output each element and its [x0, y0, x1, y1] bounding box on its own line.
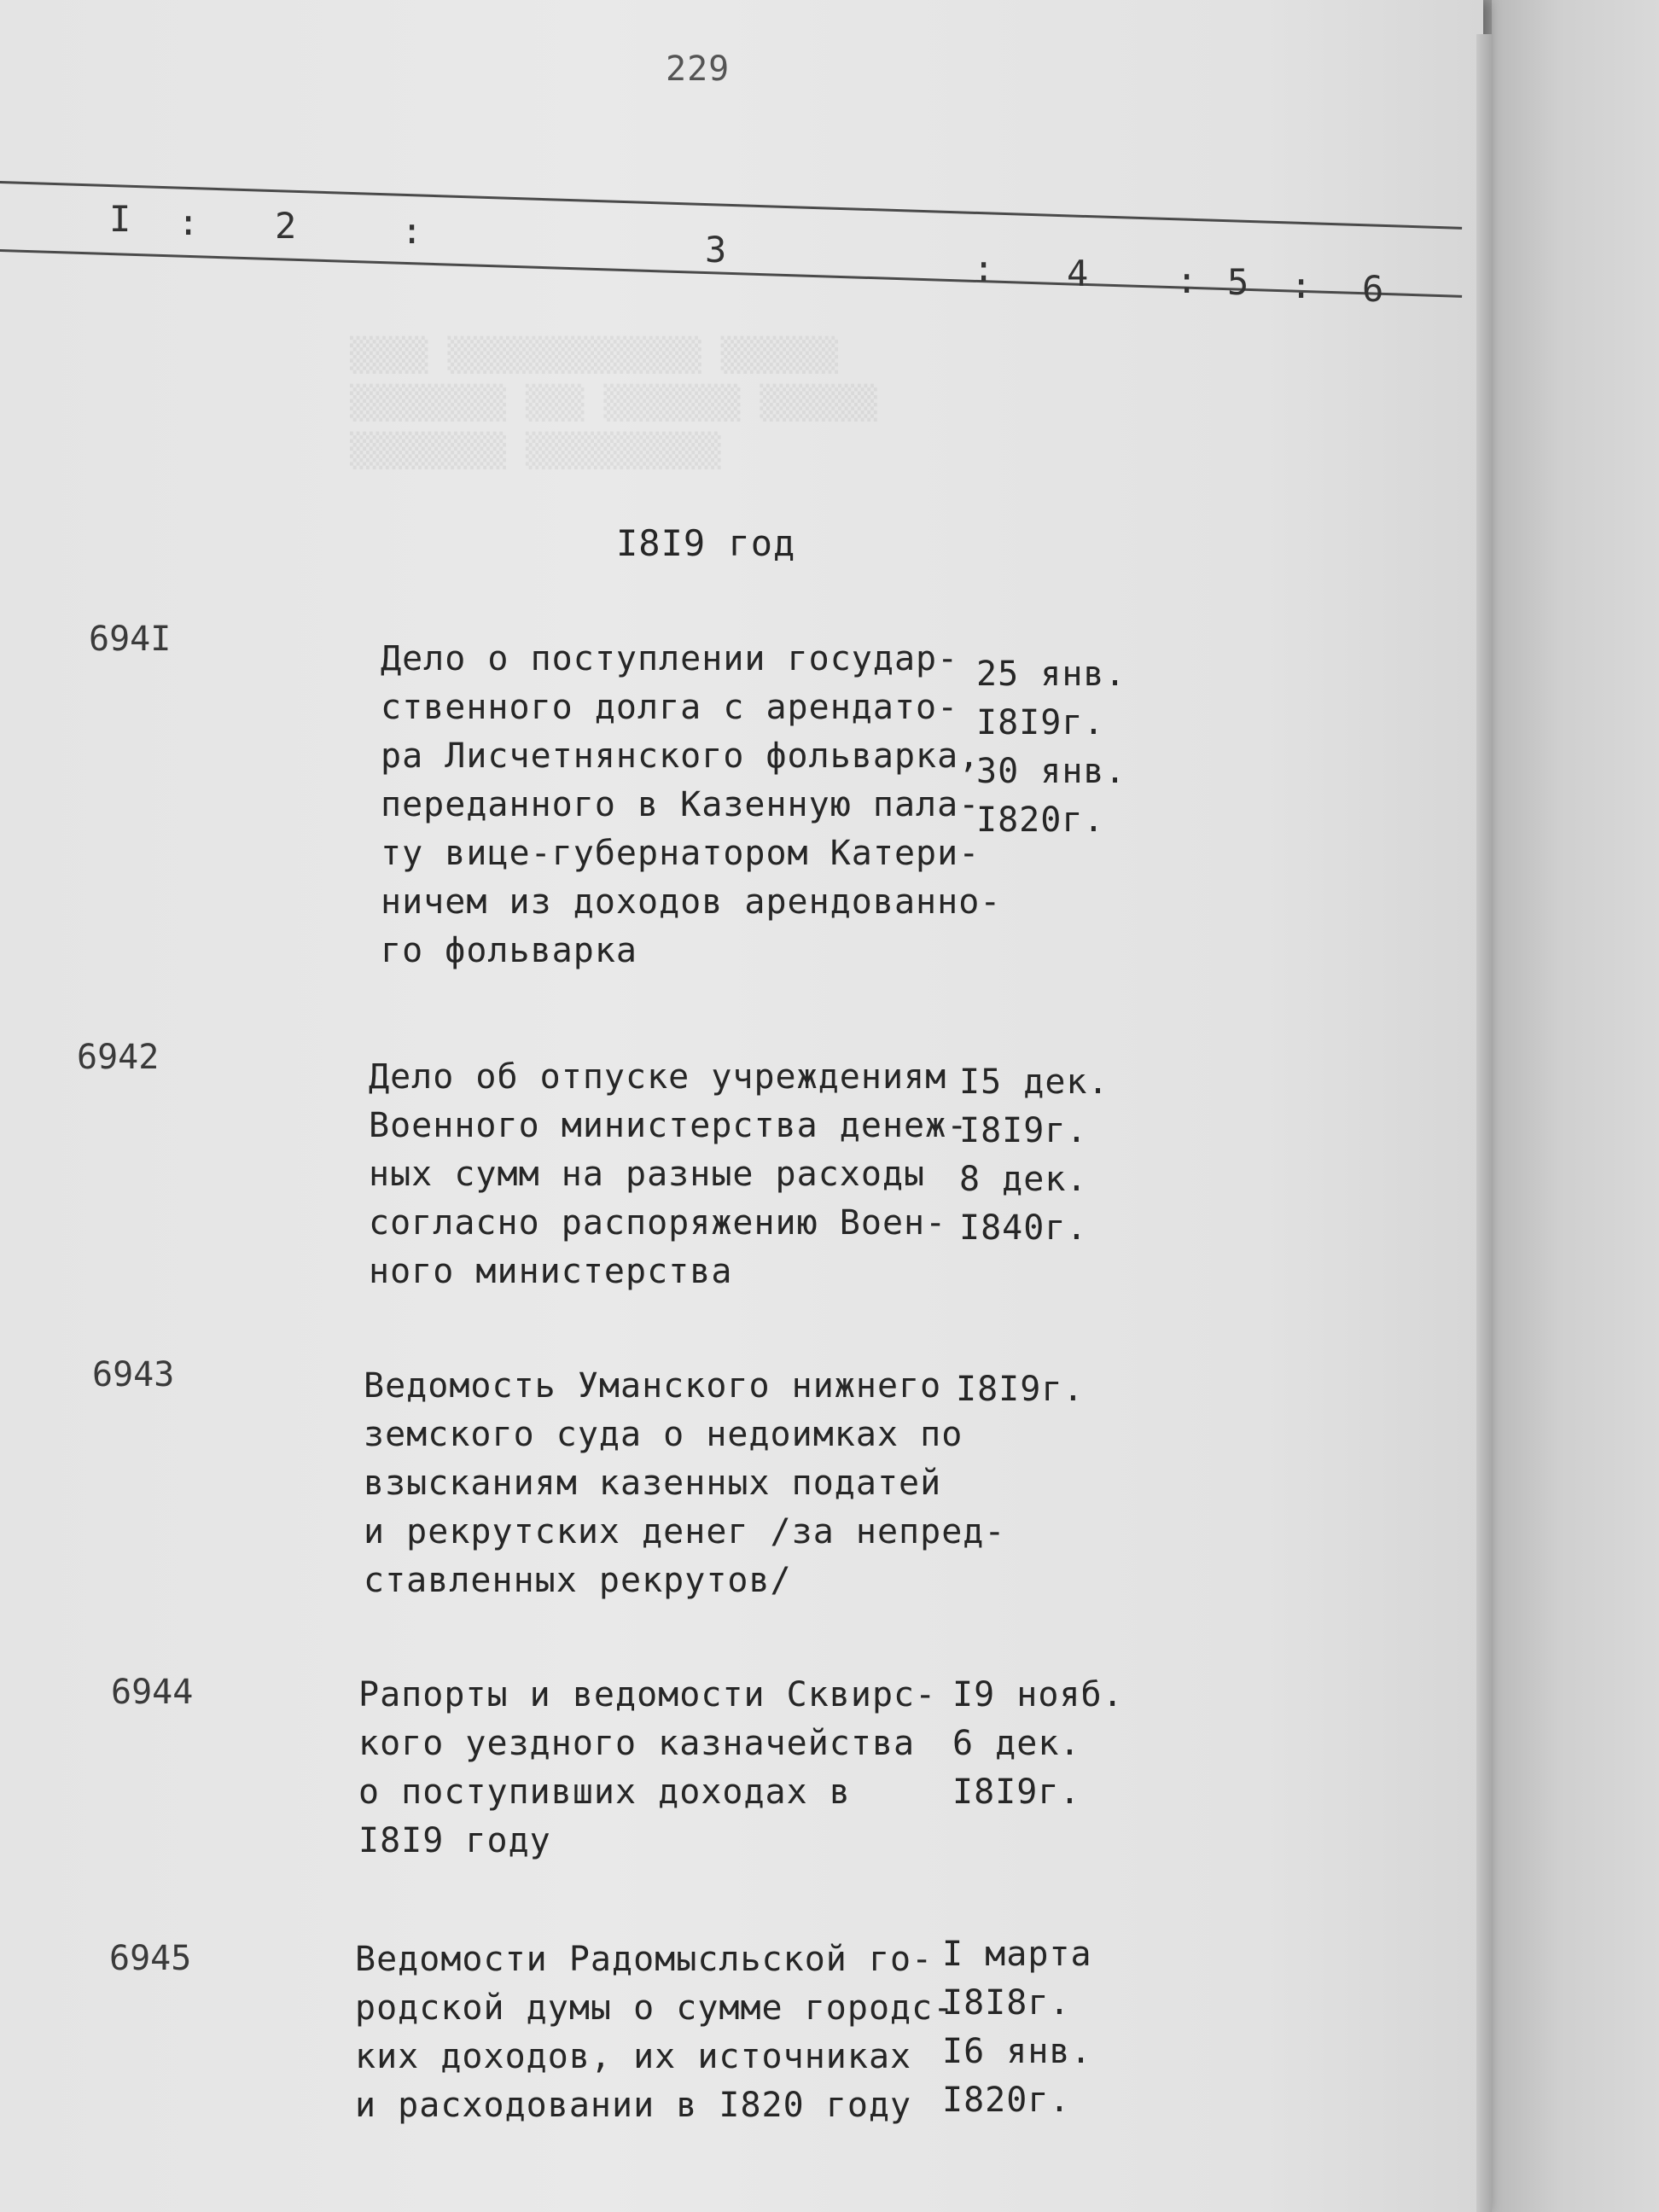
- column-header-2: 2: [275, 205, 298, 247]
- entry-number: 694I: [89, 620, 172, 659]
- page-edge: [1476, 34, 1492, 2212]
- column-separator: :: [1290, 265, 1313, 306]
- column-header-3: 3: [705, 229, 728, 271]
- entry-number: 6945: [109, 1939, 192, 1978]
- entry-dates: I9 нояб. 6 дек. I8I9г.: [952, 1675, 1124, 1812]
- entry-number: 6942: [77, 1038, 160, 1077]
- page-number: 229: [666, 49, 731, 89]
- entry-description: Дело о поступлении государ- ственного долга с арендато- ра Лисчетнянского фольварка, переданного в Казенную пала- ту вице-губернатором Катери- ничем из доходов арендованно- го фольварка: [381, 639, 1002, 970]
- entry-description: Дело об отпуске учреждениям Военного министерства денеж- ных сумм на разные расходы согласно распоряжению Воен- ного министерства: [369, 1057, 969, 1291]
- entry-description: Ведомости Радомысльской го- родской думы о сумме городс- ких доходов, их источниках и расходовании в I820 году: [355, 1940, 955, 2125]
- background-surface: [1492, 0, 1659, 2212]
- column-separator: :: [178, 201, 201, 243]
- entry-description: Ведомость Уманского нижнего земского суда о недоимках по взысканиям казенных податей и рекрутских денег /за непред- ставленных рекрутов/: [364, 1366, 1006, 1600]
- column-header-5: 5: [1227, 261, 1250, 303]
- column-separator: :: [401, 210, 424, 252]
- entry-dates: I5 дек. I8I9г. 8 дек. I840г.: [959, 1062, 1109, 1248]
- entry-number: 6944: [111, 1673, 194, 1712]
- column-separator: :: [1176, 259, 1199, 301]
- year-heading: I8I9 год: [616, 522, 796, 564]
- entry-description: Рапорты и ведомости Сквирс- кого уездного казначейства о поступивших доходах в I8I9 году: [358, 1675, 937, 1860]
- entry-dates: I марта I8I8г. I6 янв. I820г.: [942, 1935, 1092, 2120]
- column-header-1: I: [109, 198, 132, 240]
- bleed-through-text: ▒▒▒▒ ▒▒▒▒▒▒▒▒▒▒▒▒▒ ▒▒▒▒▒▒ ▒▒▒▒▒▒▒▒ ▒▒▒ ▒▒▒▒▒▒▒ ▒▒▒▒▒▒ ▒▒▒▒▒▒▒▒ ▒▒▒▒▒▒▒▒▒▒: [350, 336, 877, 469]
- entry-number: 6943: [92, 1355, 175, 1394]
- entry-dates: I8I9г.: [956, 1370, 1085, 1409]
- column-header-6: 6: [1362, 268, 1385, 310]
- entry-dates: 25 янв. I8I9г. 30 янв. I820г.: [976, 655, 1126, 840]
- column-separator: :: [973, 247, 996, 289]
- column-header-4: 4: [1067, 253, 1090, 294]
